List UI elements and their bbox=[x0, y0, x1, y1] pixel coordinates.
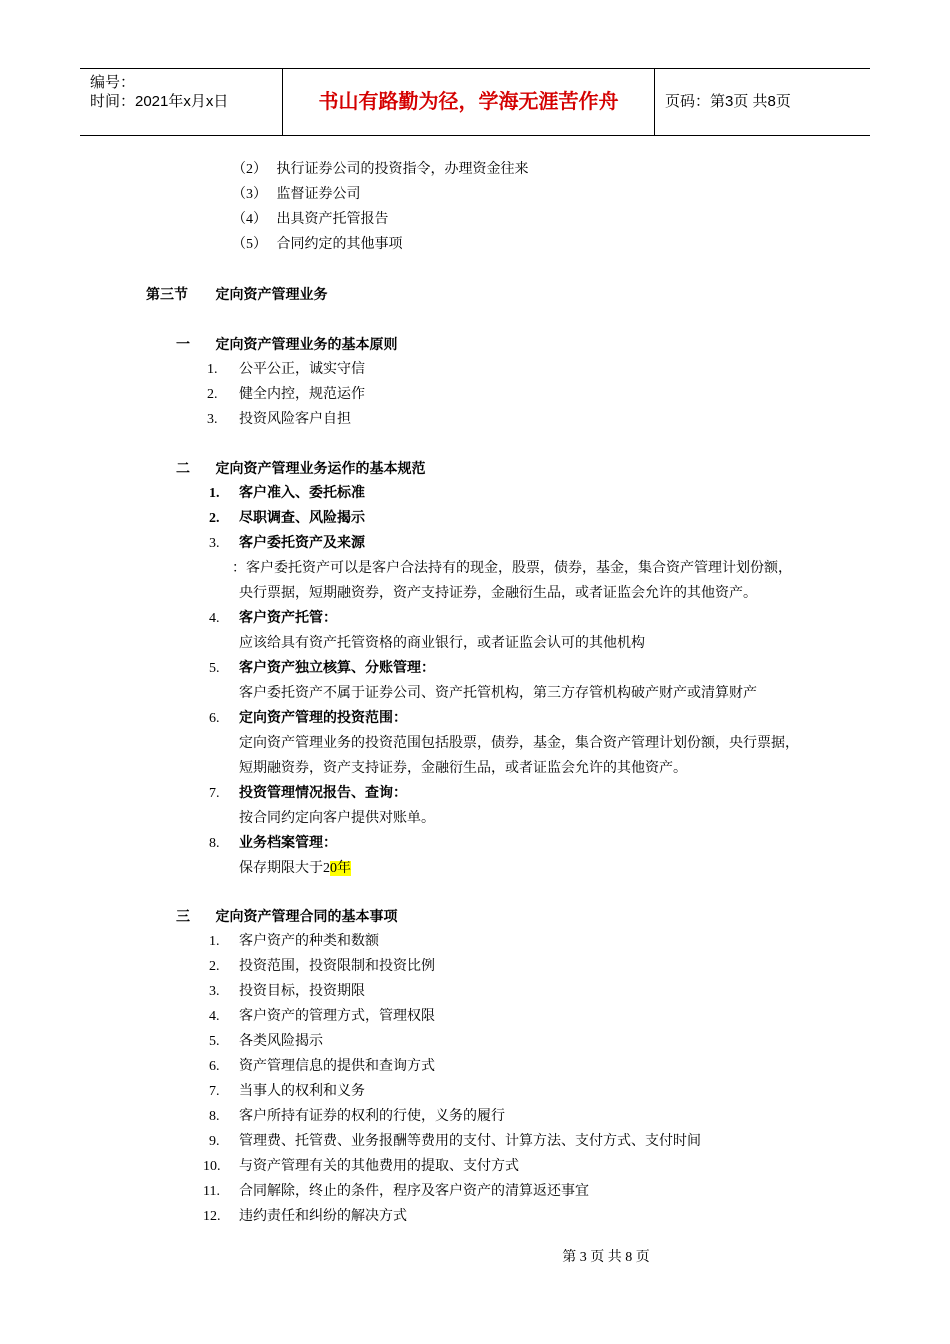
item-text: 出具资产托管报告 bbox=[276, 212, 389, 227]
detail-text: 应该给具有资产托管资格的商业银行，或者证监会认可的其他机构 bbox=[239, 636, 645, 651]
item-number: （5） bbox=[232, 237, 267, 252]
item-text: 各类风险揭示 bbox=[239, 1034, 323, 1049]
list-item bbox=[207, 360, 365, 380]
part-number: 一 bbox=[176, 338, 190, 353]
part-heading bbox=[176, 460, 426, 480]
section-heading bbox=[146, 286, 328, 306]
item-text: 资产管理信息的提供和查询方式 bbox=[239, 1059, 435, 1074]
part-heading bbox=[176, 336, 398, 356]
highlighted-text: 0年 bbox=[330, 861, 351, 876]
item-number: 3. bbox=[209, 984, 220, 999]
list-item bbox=[209, 784, 407, 804]
item-number: 1. bbox=[209, 934, 220, 949]
item-number: 2. bbox=[207, 387, 218, 402]
item-text: 业务档案管理： bbox=[239, 836, 337, 851]
list-item bbox=[209, 1107, 505, 1127]
item-number: 6. bbox=[209, 711, 220, 726]
list-item bbox=[232, 185, 361, 205]
section-title: 定向资产管理业务 bbox=[215, 288, 328, 303]
item-text: 客户资产独立核算、分账管理： bbox=[239, 661, 435, 676]
item-text: 定向资产管理的投资范围： bbox=[239, 711, 407, 726]
list-item bbox=[209, 659, 435, 679]
item-number: 5. bbox=[209, 661, 220, 676]
list-item bbox=[209, 484, 365, 504]
part-number: 二 bbox=[176, 462, 190, 477]
detail-text: 央行票据，短期融资券，资产支持证券，金融衍生品，或者证监会允许的其他资产。 bbox=[239, 586, 757, 601]
list-item bbox=[232, 160, 529, 180]
item-text: 客户资产的种类和数额 bbox=[239, 934, 379, 949]
header-page-label: 页码：第3页 共8页 bbox=[665, 93, 791, 110]
part-number: 三 bbox=[176, 910, 190, 925]
list-item bbox=[209, 709, 407, 729]
list-item bbox=[209, 1032, 323, 1052]
item-text: 公平公正，诚实守信 bbox=[239, 362, 365, 377]
item-number: 1. bbox=[207, 362, 218, 377]
item-text: 执行证券公司的投资指令，办理资金往来 bbox=[276, 162, 529, 177]
document-time-label: 时间：2021年x月x日 bbox=[90, 93, 229, 110]
list-item bbox=[209, 609, 337, 629]
list-item bbox=[207, 385, 365, 405]
item-text: 投资范围，投资限制和投资比例 bbox=[239, 959, 435, 974]
item-text: 客户委托资产及来源 bbox=[239, 536, 365, 551]
list-item bbox=[232, 235, 403, 255]
list-item bbox=[209, 982, 365, 1002]
item-number: 8. bbox=[209, 836, 220, 851]
part-title: 定向资产管理业务的基本原则 bbox=[215, 338, 398, 353]
item-text: 合同约定的其他事项 bbox=[276, 237, 403, 252]
list-item bbox=[209, 1082, 365, 1102]
item-number: 1. bbox=[209, 486, 220, 501]
document-number-label: 编号： bbox=[90, 74, 136, 91]
list-item bbox=[209, 1007, 435, 1027]
item-number: 3. bbox=[209, 536, 220, 551]
item-text: 客户资产的管理方式，管理权限 bbox=[239, 1009, 435, 1024]
item-number: （2） bbox=[232, 162, 267, 177]
list-item bbox=[232, 210, 389, 230]
item-number: 3. bbox=[207, 412, 218, 427]
detail-text bbox=[239, 859, 351, 879]
item-text: 违约责任和纠纷的解决方式 bbox=[239, 1209, 407, 1224]
item-text: 投资风险客户自担 bbox=[239, 412, 351, 427]
item-text: 当事人的权利和义务 bbox=[239, 1084, 365, 1099]
detail-text: 按合同约定向客户提供对账单。 bbox=[239, 811, 435, 826]
part-title: 定向资产管理合同的基本事项 bbox=[215, 910, 398, 925]
item-number: （4） bbox=[232, 212, 267, 227]
item-number: 7. bbox=[209, 1084, 220, 1099]
list-item bbox=[209, 957, 435, 977]
section-number: 第三节 bbox=[146, 288, 188, 303]
item-text: 客户所持有证券的权利的行使，义务的履行 bbox=[239, 1109, 505, 1124]
item-number: 2. bbox=[209, 511, 220, 526]
detail-text: 客户委托资产不属于证券公司、资产托管机构，第三方存管机构破产财产或清算财产 bbox=[239, 686, 757, 701]
item-number: 8. bbox=[209, 1109, 220, 1124]
list-item bbox=[209, 1132, 701, 1152]
item-number: 6. bbox=[209, 1059, 220, 1074]
list-item bbox=[203, 1182, 589, 1202]
list-item bbox=[203, 1207, 407, 1227]
item-number: 4. bbox=[209, 611, 220, 626]
part-heading bbox=[176, 908, 398, 928]
item-text: 客户准入、委托标准 bbox=[239, 486, 365, 501]
part-title: 定向资产管理业务运作的基本规范 bbox=[215, 462, 426, 477]
list-item bbox=[209, 509, 365, 529]
detail-text: ：客户委托资产可以是客户合法持有的现金，股票，债券，基金，集合资产管理计划份额， bbox=[232, 561, 792, 576]
list-item bbox=[209, 1057, 435, 1077]
item-number: 12. bbox=[203, 1209, 221, 1224]
item-number: 5. bbox=[209, 1034, 220, 1049]
list-item bbox=[209, 534, 365, 554]
item-text: 健全内控，规范运作 bbox=[239, 387, 365, 402]
item-text: 投资管理情况报告、查询： bbox=[239, 786, 407, 801]
item-number: 9. bbox=[209, 1134, 220, 1149]
item-number: 7. bbox=[209, 786, 220, 801]
list-item bbox=[203, 1157, 519, 1177]
header-meta bbox=[80, 69, 282, 135]
list-item bbox=[209, 834, 337, 854]
list-item bbox=[207, 410, 351, 430]
item-number: 11. bbox=[203, 1184, 220, 1199]
item-text: 投资目标，投资期限 bbox=[239, 984, 365, 999]
header-motto: 书山有路勤为径，学海无涯苦作舟 bbox=[282, 69, 655, 135]
page-header bbox=[80, 68, 870, 136]
item-number: 2. bbox=[209, 959, 220, 974]
detail-prefix: 保存期限大于2 bbox=[239, 861, 330, 876]
item-text: 与资产管理有关的其他费用的提取、支付方式 bbox=[239, 1159, 519, 1174]
detail-text: 短期融资券，资产支持证券，金融衍生品，或者证监会允许的其他资产。 bbox=[239, 761, 687, 776]
item-number: （3） bbox=[232, 187, 267, 202]
detail-text: 定向资产管理业务的投资范围包括股票，债券，基金，集合资产管理计划份额，央行票据， bbox=[239, 736, 799, 751]
item-text: 客户资产托管： bbox=[239, 611, 337, 626]
list-item bbox=[209, 932, 379, 952]
page-footer: 第 3 页 共 8 页 bbox=[562, 1250, 650, 1265]
item-number: 4. bbox=[209, 1009, 220, 1024]
item-text: 尽职调查、风险揭示 bbox=[239, 511, 365, 526]
item-text: 合同解除，终止的条件，程序及客户资产的清算返还事宜 bbox=[239, 1184, 589, 1199]
item-text: 管理费、托管费、业务报酬等费用的支付、计算方法、支付方式、支付时间 bbox=[239, 1134, 701, 1149]
item-text: 监督证券公司 bbox=[276, 187, 361, 202]
item-number: 10. bbox=[203, 1159, 221, 1174]
